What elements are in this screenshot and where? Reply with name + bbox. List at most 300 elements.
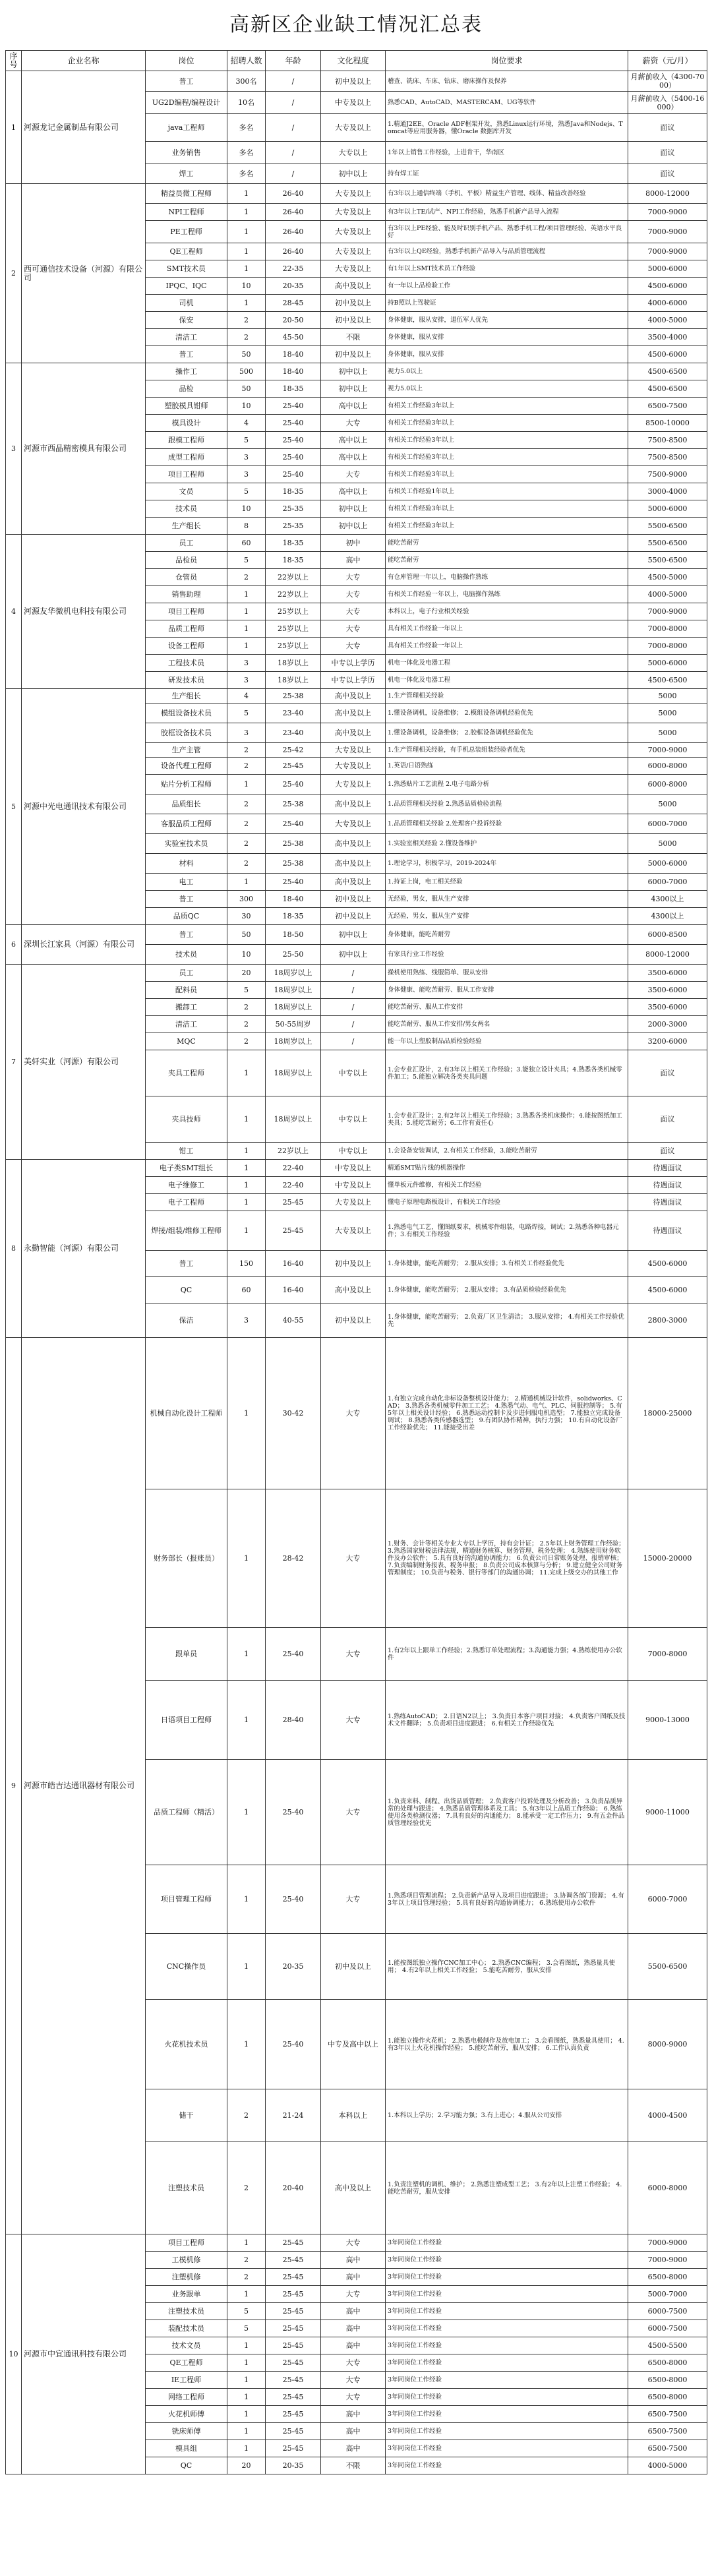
job-age: 25-40	[266, 415, 321, 432]
job-requirement: 机电一体化及电器工程	[386, 672, 628, 689]
header-row	[6, 51, 707, 71]
company-name: 西可通信技术设备（河源）有限公司	[22, 184, 146, 363]
job-headcount: 5	[227, 432, 266, 449]
job-salary: 4500-6500	[628, 380, 707, 398]
job-salary: 7000-8000	[628, 620, 707, 638]
job-salary: 4000-4500	[628, 2089, 707, 2142]
job-title: 业务跟单	[146, 2286, 227, 2303]
job-salary: 5000	[628, 794, 707, 814]
job-requirement: 1.精通J2EE、Oracle ADF框架开发，熟悉Linux运行环境，熟悉Java和Nodejs、Tomcat等应用服务器，懂Oracle 数据库开发	[386, 114, 628, 142]
job-education: 中专以上学历	[321, 672, 386, 689]
job-age: 21-24	[266, 2089, 321, 2142]
job-title: 项目管理工程师	[146, 1865, 227, 1934]
header-job: 岗位	[146, 51, 227, 71]
job-education: 大专	[321, 1760, 386, 1865]
job-salary: 5000-6000	[628, 500, 707, 518]
company-name: 河源市中宜通讯科技有限公司	[22, 2234, 146, 2474]
job-education: 中专以上	[321, 1096, 386, 1143]
job-age: 25-45	[266, 1194, 321, 1211]
job-salary: 4000-5000	[628, 312, 707, 329]
job-requirement: 3年同岗位工作经验	[386, 2389, 628, 2406]
job-requirement: 1.熟练AutoCAD； 2.日语N2以上； 3.负责日本客户项目对接； 4.负责客户图纸及技术文件翻译； 5.负责项目进度跟进； 6.有相关工作经验优先	[386, 1681, 628, 1760]
job-title: 品质组长	[146, 794, 227, 814]
job-age: 25岁以上	[266, 620, 321, 638]
job-age: 25-40	[266, 466, 321, 483]
job-headcount: 50	[227, 925, 266, 945]
job-salary: 3500-6000	[628, 982, 707, 999]
job-requirement: 身体健康，服从安排，退伍军人优先	[386, 312, 628, 329]
job-age: 25-40	[266, 1760, 321, 1865]
job-requirement: 3年同岗位工作经验	[386, 2234, 628, 2252]
job-salary: 6500-8000	[628, 2354, 707, 2372]
table-body	[6, 71, 707, 2474]
job-salary: 面议	[628, 1143, 707, 1160]
job-title: 精益员微工程师	[146, 184, 227, 204]
job-requirement: 3年同岗位工作经验	[386, 2337, 628, 2354]
job-age: 28-40	[266, 1681, 321, 1760]
job-title: 成型工程师	[146, 449, 227, 466]
job-salary: 3500-6000	[628, 999, 707, 1016]
job-title: NPI工程师	[146, 204, 227, 221]
job-education: 高中	[321, 2303, 386, 2320]
header-company: 企业名称	[22, 51, 146, 71]
job-education: 高中及以上	[321, 723, 386, 743]
job-education: 初中	[321, 535, 386, 552]
job-age: 20-40	[266, 2142, 321, 2234]
job-education: 高中以上	[321, 432, 386, 449]
job-age: 18-40	[266, 891, 321, 908]
job-requirement: 具有相关工作经验一年以上	[386, 638, 628, 655]
job-education: 初中以上	[321, 945, 386, 965]
job-age: 26-40	[266, 184, 321, 204]
job-salary: 5500-6500	[628, 1934, 707, 2000]
job-age: 25-45	[266, 2354, 321, 2372]
job-requirement: 1.能按图纸独立操作CNC加工中心； 2.熟悉CNC编程； 3.会看图纸，熟悉量具使用； 4.有2年以上相关工作经验； 5.能吃苦耐劳，服从安排	[386, 1934, 628, 2000]
job-requirement: 有相关工作经验3年以上	[386, 432, 628, 449]
job-salary: 6500-7500	[628, 2406, 707, 2423]
job-salary: 5000	[628, 723, 707, 743]
job-title: MQC	[146, 1033, 227, 1050]
job-education: 高中及以上	[321, 834, 386, 854]
job-salary: 4500-6000	[628, 346, 707, 363]
job-salary: 18000-25000	[628, 1338, 707, 1489]
job-requirement: 1.会专业汇设计；2.有2年以上相关工作经验；3.熟悉各类机床操作；4.能按图纸加工夹具；5.能吃苦耐劳；6.工作有责任心	[386, 1096, 628, 1143]
job-salary: 8000-9000	[628, 2000, 707, 2089]
job-education: 高中以上	[321, 449, 386, 466]
job-headcount: 60	[227, 535, 266, 552]
job-education: 中专以上	[321, 1050, 386, 1096]
job-title: 实验室技术员	[146, 834, 227, 854]
job-headcount: 2	[227, 758, 266, 775]
job-age: 26-40	[266, 204, 321, 221]
job-requirement: 1.负责来料、制程、出货品质管理； 2.负责客户投诉处理及分析改善； 3.负责品质异常的处理与跟进； 4.熟悉品质管理体系及工具； 5.有3年以上品质工作经验； 6.熟练使用各类检测仪器； 7.具有良好的沟通能力； 8.能承受一定工作压力； 9.有五金件品质管理经验优先	[386, 1760, 628, 1865]
job-salary: 6000-7000	[628, 1865, 707, 1934]
job-requirement: 有相关工作经验3年以上	[386, 466, 628, 483]
job-headcount: 10	[227, 278, 266, 295]
job-age: 25-40	[266, 1628, 321, 1681]
job-age: 25-38	[266, 834, 321, 854]
job-headcount: 300	[227, 891, 266, 908]
job-age: 18-35	[266, 483, 321, 500]
table-row	[6, 363, 707, 380]
job-salary: 月薪前收入（4300-7000）	[628, 71, 707, 92]
job-age: 22-40	[266, 1160, 321, 1177]
job-requirement: 1.财务、会计等相关专业大专以上学历，持有会计证； 2.5年以上财务管理工作经验； 3.熟悉国家财税法律法规，精通财务核算、财务管理、税务处理； 4.熟练使用财务软件及办公软件； 5.具有良好的沟通协调能力； 6.负责公司日常账务处理、报销审核； 7.负责编制财务报表、税务申报； 8.负责公司成本核算与分析； 9.建立健全公司财务管理制度； 10.负责与税务、银行等部门的沟通协调； 11.完成上级交办的其他工作	[386, 1489, 628, 1628]
job-title: 火花机师傅	[146, 2406, 227, 2423]
job-age: 18岁以上	[266, 655, 321, 672]
job-requirement: 1.熟悉电气工艺，懂图纸要求，机械零件组装，电路焊接，调试；2.熟悉各种电器元件；3.有相关工作经验	[386, 1211, 628, 1251]
company-name: 河源市西晶精密模具有限公司	[22, 363, 146, 535]
job-salary: 5000	[628, 689, 707, 704]
company-name: 深圳长江家具（河源）有限公司	[22, 925, 146, 965]
job-headcount: 2	[227, 999, 266, 1016]
job-headcount: 1	[227, 184, 266, 204]
job-education: 初中以上	[321, 518, 386, 535]
job-education: 大专及以上	[321, 758, 386, 775]
job-age: 18-35	[266, 535, 321, 552]
company-number: 7	[6, 965, 22, 1160]
job-title: CNC操作员	[146, 1934, 227, 2000]
job-headcount: 20	[227, 2457, 266, 2474]
job-salary: 2000-3000	[628, 1016, 707, 1033]
job-salary: 7000-9000	[628, 221, 707, 243]
job-headcount: 1	[227, 1934, 266, 2000]
job-requirement: 有相关工作经验一年以上，电脑操作熟练	[386, 586, 628, 603]
company-number: 1	[6, 71, 22, 184]
job-title: QC	[146, 2457, 227, 2474]
company-number: 8	[6, 1160, 22, 1338]
job-title: 钳工	[146, 1143, 227, 1160]
job-age: 25-45	[266, 2303, 321, 2320]
job-title: 焊接/组装/维修工程师	[146, 1211, 227, 1251]
job-education: 高中及以上	[321, 704, 386, 723]
job-title: 品质工程师（精活）	[146, 1760, 227, 1865]
job-title: 储干	[146, 2089, 227, 2142]
job-requirement: 能吃苦耐劳	[386, 535, 628, 552]
job-title: 铣床师傅	[146, 2423, 227, 2440]
job-title: IPQC、IQC	[146, 278, 227, 295]
job-requirement: 稽查、铣床、车床、钻床、磨床操作及保养	[386, 71, 628, 92]
job-headcount: 1	[227, 2234, 266, 2252]
job-age: 25-45	[266, 1211, 321, 1251]
job-title: 焊工	[146, 164, 227, 184]
job-age: 18周岁以上	[266, 1096, 321, 1143]
job-education: 初中及以上	[321, 71, 386, 92]
job-age: 25-35	[266, 500, 321, 518]
job-age: 18周岁以上	[266, 1033, 321, 1050]
job-title: 技术文员	[146, 2337, 227, 2354]
job-requirement: 有3年以上QE经验，熟悉手机新产品导入与品质管理流程	[386, 243, 628, 260]
job-requirement: 1.生产管理相关经验，有手机总装组装经验者优先	[386, 743, 628, 758]
job-headcount: 3	[227, 672, 266, 689]
job-headcount: 4	[227, 415, 266, 432]
job-age: 22岁以上	[266, 586, 321, 603]
job-education: 中专以上学历	[321, 655, 386, 672]
job-title: 项目工程师	[146, 603, 227, 620]
job-headcount: 2	[227, 312, 266, 329]
job-requirement: 具有相关工作经验一年以上	[386, 620, 628, 638]
job-requirement: 1.身体健康，能吃苦耐劳； 2.服从安排；3.有相关工作经验优先	[386, 1251, 628, 1277]
job-title: 跟模工程师	[146, 432, 227, 449]
job-age: 20-50	[266, 312, 321, 329]
job-headcount: 1	[227, 1865, 266, 1934]
job-age: 25-38	[266, 854, 321, 874]
job-headcount: 3	[227, 466, 266, 483]
table-row	[6, 1160, 707, 1177]
job-title: 夹具工程师	[146, 1050, 227, 1096]
job-salary: 5000	[628, 834, 707, 854]
job-headcount: 2	[227, 2142, 266, 2234]
job-headcount: 5	[227, 2320, 266, 2337]
job-headcount: 20	[227, 965, 266, 982]
company-name: 河源市皓吉达通讯器材有限公司	[22, 1338, 146, 2234]
job-requirement: 1.身体健康，能吃苦耐劳； 2.负责厂区卫生清洁； 3.服从安排； 4.有相关工作经验优先	[386, 1303, 628, 1338]
job-requirement: 1.本科以上学历；2.学习能力强；3.有上进心；4.服从公司安排	[386, 2089, 628, 2142]
job-age: 25-45	[266, 758, 321, 775]
job-salary: 9000-13000	[628, 1681, 707, 1760]
job-salary: 5500-6500	[628, 518, 707, 535]
job-title: 配料员	[146, 982, 227, 999]
job-education: 高中以上	[321, 398, 386, 415]
job-requirement: 身体健康、能吃苦耐劳、服从工作安排	[386, 982, 628, 999]
job-requirement: 身体健康，服从安排	[386, 346, 628, 363]
job-requirement: 3年同岗位工作经验	[386, 2423, 628, 2440]
job-education: 初中及以上	[321, 1934, 386, 2000]
job-requirement: 有3年以上PE经验、能及时识别手机产品、熟悉手机工程/项目管理经验、英语水平良好	[386, 221, 628, 243]
job-requirement: 有一年以上品检验工作	[386, 278, 628, 295]
job-requirement: 1.会设备安装调试，2.有相关工作经验，3.能吃苦耐劳	[386, 1143, 628, 1160]
job-headcount: 1	[227, 1211, 266, 1251]
job-salary: 面议	[628, 142, 707, 164]
job-title: 品检	[146, 380, 227, 398]
job-salary: 4300以上	[628, 908, 707, 925]
job-requirement: 1.有独立完成自动化非标设备整机设计能力； 2.精通机械设计软件，solidworks、CAD； 3.熟悉各类机械零件加工工艺； 4.熟悉气动、电气、PLC、伺服控制等； 5.有5年以上相关设计经验； 6.熟悉运动控制卡及步进伺服电机选型； 7.能独立完成设备调试； 8.熟悉各类传感器选型； 9.有团队协作精神，执行力强； 10.有自动化设备厂工作经验优先； 11.能接受出差	[386, 1338, 628, 1489]
job-requirement: 1.身体健康，能吃苦耐劳； 2.服从安排； 3.有品质检验经验优先	[386, 1277, 628, 1303]
company-name: 美轩实业（河源）有限公司	[22, 965, 146, 1160]
header-edu: 文化程度	[321, 51, 386, 71]
job-salary: 7000-9000	[628, 743, 707, 758]
job-headcount: 1	[227, 2337, 266, 2354]
company-name: 河源中光电通讯技术有限公司	[22, 689, 146, 925]
job-title: 普工	[146, 346, 227, 363]
company-number: 9	[6, 1338, 22, 2234]
job-age: 20-35	[266, 278, 321, 295]
job-requirement: 1.懂设备调机，设备维修； 2.模组设备调机经验优先	[386, 704, 628, 723]
job-salary: 4500-6500	[628, 363, 707, 380]
job-salary: 面议	[628, 1096, 707, 1143]
job-title: 生产组长	[146, 518, 227, 535]
job-education: 高中及以上	[321, 874, 386, 891]
job-age: 25-40	[266, 432, 321, 449]
job-salary: 月薪前收入（5400-16000）	[628, 92, 707, 114]
job-age: 28-45	[266, 295, 321, 312]
job-education: 初中及以上	[321, 891, 386, 908]
job-title: QE工程师	[146, 2354, 227, 2372]
job-salary: 4500-6500	[628, 672, 707, 689]
job-requirement: 3年同岗位工作经验	[386, 2440, 628, 2457]
job-salary: 4300以上	[628, 891, 707, 908]
job-education: 大专	[321, 2372, 386, 2389]
job-salary: 4000-5000	[628, 2457, 707, 2474]
job-age: 18-50	[266, 925, 321, 945]
job-requirement: 有相关工作经验3年以上	[386, 449, 628, 466]
job-title: 清洁工	[146, 329, 227, 346]
job-requirement: 3年同岗位工作经验	[386, 2372, 628, 2389]
job-education: 大专	[321, 2286, 386, 2303]
company-number: 2	[6, 184, 22, 363]
job-requirement: 1.能独立操作火花机； 2.熟悉电极制作及放电加工； 3.会看图纸，熟悉量具使用； 4.有3年以上火花机操作经验； 5.能吃苦耐劳，服从安排； 6.工作认真负责	[386, 2000, 628, 2089]
job-age: /	[266, 164, 321, 184]
job-education: 大专	[321, 586, 386, 603]
job-title: 模组设备技术员	[146, 704, 227, 723]
table-row	[6, 1338, 707, 1489]
job-headcount: 3	[227, 723, 266, 743]
job-requirement: 有相关工作经验1年以上	[386, 483, 628, 500]
job-salary: 5500-6500	[628, 535, 707, 552]
job-age: 18周岁以上	[266, 1050, 321, 1096]
job-salary: 6000-8500	[628, 925, 707, 945]
job-education: 大专及以上	[321, 1211, 386, 1251]
job-title: 注塑机修	[146, 2269, 227, 2286]
job-headcount: 多名	[227, 114, 266, 142]
job-title: 保洁	[146, 1303, 227, 1338]
job-requirement: 1.懂设备调机，设备维修； 2.胶框设备调机经验优先	[386, 723, 628, 743]
job-salary: 6000-7500	[628, 2320, 707, 2337]
job-education: 初中及以上	[321, 295, 386, 312]
table-row	[6, 535, 707, 552]
job-title: 电子类SMT组长	[146, 1160, 227, 1177]
job-education: 高中以上	[321, 483, 386, 500]
job-education: /	[321, 1033, 386, 1050]
job-title: 日语项目工程师	[146, 1681, 227, 1760]
job-requirement: 1.实验室相关经验 2.懂设备维护	[386, 834, 628, 854]
job-salary: 4500-6000	[628, 278, 707, 295]
job-age: 18-35	[266, 908, 321, 925]
job-salary: 6000-7000	[628, 874, 707, 891]
job-education: 大专	[321, 1681, 386, 1760]
job-title: 员工	[146, 965, 227, 982]
company-number: 6	[6, 925, 22, 965]
job-headcount: 2	[227, 743, 266, 758]
job-title: 模具组	[146, 2440, 227, 2457]
job-education: 大专	[321, 620, 386, 638]
header-age: 年龄	[266, 51, 321, 71]
job-age: 18周岁以上	[266, 999, 321, 1016]
job-title: 模具设计	[146, 415, 227, 432]
job-requirement: 有家具行业工作经验	[386, 945, 628, 965]
job-headcount: 2	[227, 2252, 266, 2269]
job-requirement: 1.熟悉贴片工艺流程 2.电子电路分析	[386, 775, 628, 794]
job-title: 仓管员	[146, 569, 227, 586]
job-title: 生产组长	[146, 689, 227, 704]
job-title: 普工	[146, 1251, 227, 1277]
job-age: 25-45	[266, 2252, 321, 2269]
job-education: 高中	[321, 2423, 386, 2440]
job-education: 本科以上	[321, 2089, 386, 2142]
job-age: 25-40	[266, 874, 321, 891]
job-requirement: 本科以上，电子行业相关经验	[386, 603, 628, 620]
table-row	[6, 925, 707, 945]
job-education: 不限	[321, 2457, 386, 2474]
job-education: 大专	[321, 569, 386, 586]
job-requirement: 1.持证上岗，电工相关经验	[386, 874, 628, 891]
job-age: /	[266, 92, 321, 114]
job-title: 机械自动化设计工程师	[146, 1338, 227, 1489]
job-education: 大专	[321, 603, 386, 620]
job-requirement: 1.品质管理相关经验 2.熟悉品质检验流程	[386, 794, 628, 814]
job-headcount: 8	[227, 518, 266, 535]
job-title: 搬卸工	[146, 999, 227, 1016]
table-row	[6, 965, 707, 982]
table-row	[6, 71, 707, 92]
job-education: 初中及以上	[321, 346, 386, 363]
job-salary: 7000-9000	[628, 603, 707, 620]
job-headcount: 1	[227, 874, 266, 891]
job-title: 材料	[146, 854, 227, 874]
job-salary: 4500-6000	[628, 1251, 707, 1277]
job-salary: 3500-4000	[628, 329, 707, 346]
company-number: 5	[6, 689, 22, 925]
job-salary: 6000-8000	[628, 775, 707, 794]
job-education: 初中及以上	[321, 1251, 386, 1277]
job-salary: 9000-11000	[628, 1760, 707, 1865]
job-age: 23-40	[266, 704, 321, 723]
job-title: UG2D编程/编程设计	[146, 92, 227, 114]
job-headcount: 300名	[227, 71, 266, 92]
job-age: 25-35	[266, 518, 321, 535]
job-age: 22岁以上	[266, 1143, 321, 1160]
job-headcount: 5	[227, 483, 266, 500]
job-title: 普工	[146, 925, 227, 945]
job-title: SMT技术员	[146, 260, 227, 278]
job-salary: 5000-6000	[628, 854, 707, 874]
job-requirement: 3年同岗位工作经验	[386, 2457, 628, 2474]
job-education: 大专	[321, 466, 386, 483]
job-education: 大专	[321, 1865, 386, 1934]
job-headcount: 10名	[227, 92, 266, 114]
job-salary: 5000-6000	[628, 655, 707, 672]
job-headcount: 3	[227, 449, 266, 466]
job-headcount: 1	[227, 1760, 266, 1865]
job-education: 高中及以上	[321, 689, 386, 704]
job-requirement: 有相关工作经验3年以上	[386, 500, 628, 518]
job-headcount: 2	[227, 1033, 266, 1050]
job-headcount: 1	[227, 1050, 266, 1096]
job-education: 中专及以上	[321, 1160, 386, 1177]
job-title: QE工程师	[146, 243, 227, 260]
job-age: 25-45	[266, 2320, 321, 2337]
job-title: IE工程师	[146, 2372, 227, 2389]
job-education: 大专及以上	[321, 243, 386, 260]
job-age: 20-35	[266, 1934, 321, 2000]
job-title: 品质QC	[146, 908, 227, 925]
job-requirement: 懂电子原理电路板设计，有相关工作经验	[386, 1194, 628, 1211]
job-education: 高中	[321, 2406, 386, 2423]
job-age: 25岁以上	[266, 638, 321, 655]
job-title: 司机	[146, 295, 227, 312]
job-salary: 4500-5000	[628, 569, 707, 586]
job-headcount: 多名	[227, 164, 266, 184]
job-title: 客服品质工程师	[146, 814, 227, 834]
job-headcount: 2	[227, 794, 266, 814]
job-requirement: 有3年以上TE/试产、NPI工作经验，熟悉手机新产品导入流程	[386, 204, 628, 221]
job-title: 电子工程师	[146, 1194, 227, 1211]
job-age: 30-42	[266, 1338, 321, 1489]
job-headcount: 1	[227, 2000, 266, 2089]
job-requirement: 身体健康，服从安排	[386, 329, 628, 346]
job-requirement: 1.品质管理相关经验 2.处理客户投诉经验	[386, 814, 628, 834]
job-age: 25-45	[266, 2440, 321, 2457]
